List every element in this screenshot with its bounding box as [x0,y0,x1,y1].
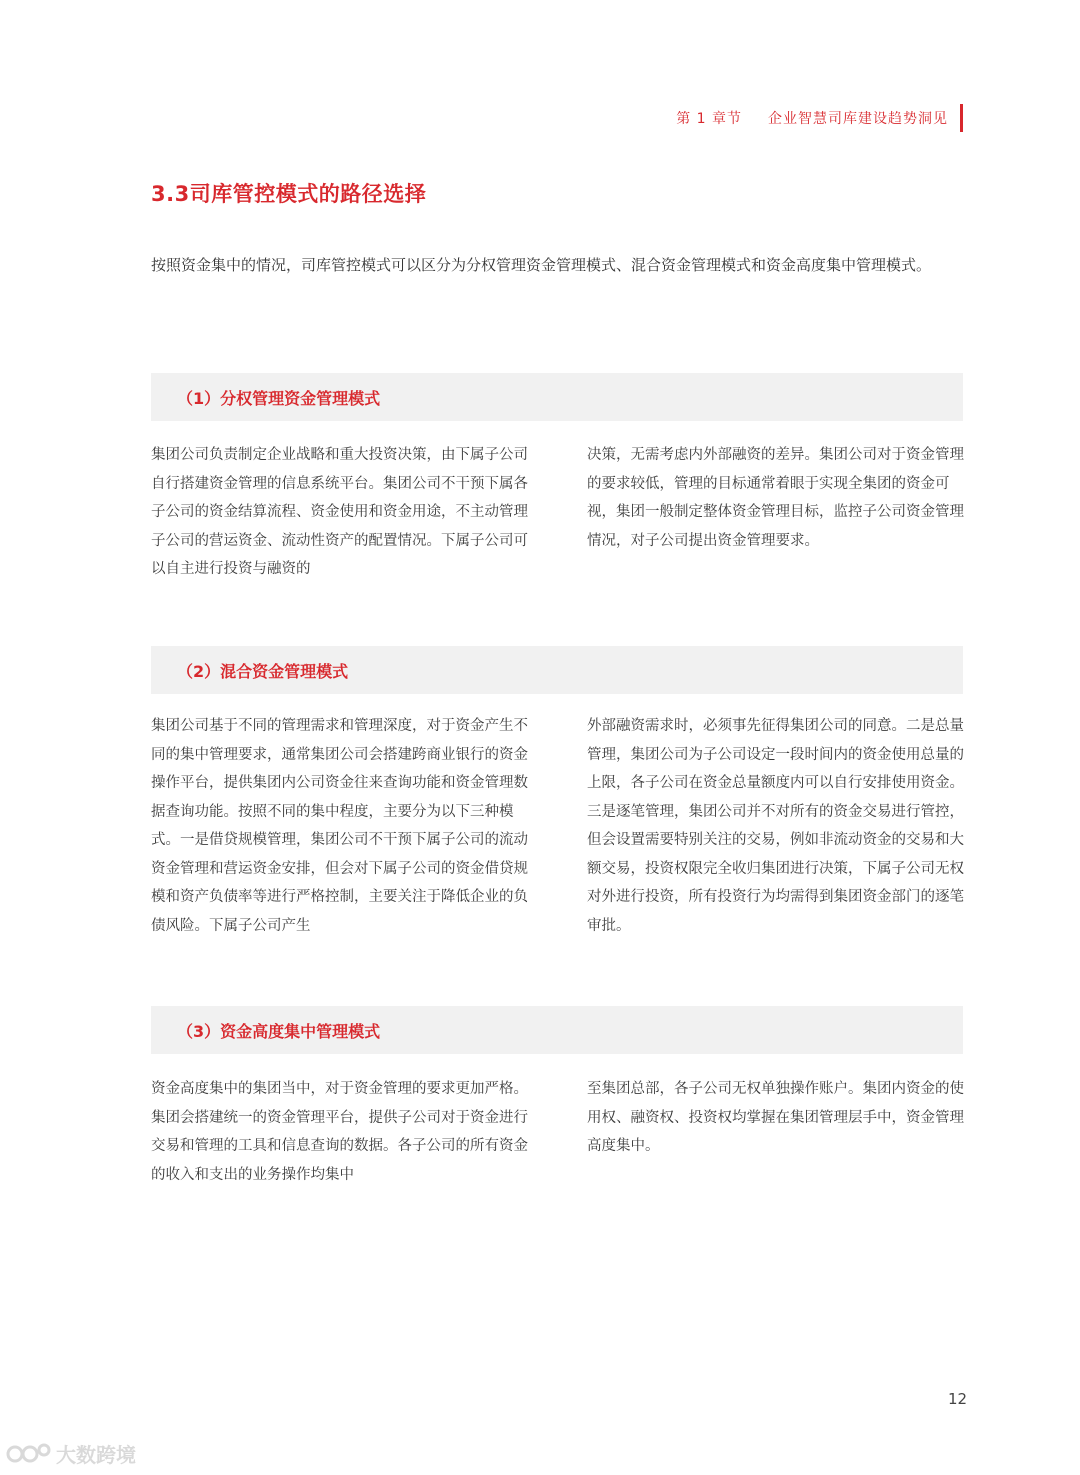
section-title: 3.3司库管控模式的路径选择 [151,182,427,206]
intro-paragraph: 按照资金集中的情况，司库管控模式可以区分为分权管理资金管理模式、混合资金管理模式和资金高度集中管理模式。 [151,256,932,274]
watermark [6,1439,136,1468]
subhead-decentralized [151,373,963,421]
subhead-title: （2）混合资金管理模式 [177,661,349,681]
header-divider [960,104,963,132]
block2-left-column: 集团公司基于不同的管理需求和管理深度，对于资金产生不同的集中管理要求，通常集团公司会搭建跨商业银行的资金操作平台，提供集团内公司资金往来查询功能和资金管理数据查询功能。按照不同的集中程度，主要分为以下三种模式。一是借贷规模管理，集团公司不干预下属子公司的流动资金管理和营运资金安排，但会对下属子公司的资金借贷规模和资产负债率等进行严格控制，主要关注于降低企业的负债风险。下属子公司产生 [151,718,528,934]
block1-left-column: 集团公司负责制定企业战略和重大投资决策，由下属子公司自行搭建资金管理的信息系统平台。集团公司不干预下属各子公司的资金结算流程、资金使用和资金用途，不主动管理子公司的营运资金、流动性资产的配置情况。下属子公司可以自主进行投资与融资的 [151,447,528,577]
running-header [676,104,963,132]
block3-right-column: 至集团总部，各子公司无权单独操作账户。集团内资金的使用权、融资权、投资权均掌握在集团管理层手中，资金管理高度集中。 [587,1081,964,1154]
subhead-title: （3）资金高度集中管理模式 [177,1021,381,1041]
header-title: 企业智慧司库建设趋势洞见 [768,111,948,127]
subhead-title: （1）分权管理资金管理模式 [177,388,381,408]
chapter-label: 第 1 章节 [676,111,742,127]
block3-left-column: 资金高度集中的集团当中，对于资金管理的要求更加严格。集团会搭建统一的资金管理平台，提供子公司对于资金进行交易和管理的工具和信息查询的数据。各子公司的所有资金的收入和支出的业务操作均集中 [151,1081,528,1183]
watermark-text: 大数跨境 [56,1443,136,1467]
block1-right-column: 决策，无需考虑内外部融资的差异。集团公司对于资金管理的要求较低，管理的目标通常着眼于实现全集团的资金可视，集团一般制定整体资金管理目标，监控子公司资金管理情况，对子公司提出资金管理要求。 [587,447,964,549]
dashuju-logo-icon [6,1440,52,1468]
page-number: 12 [948,1390,968,1408]
subhead-hybrid [151,646,963,694]
subhead-centralized [151,1006,963,1054]
block2-right-column: 外部融资需求时，必须事先征得集团公司的同意。二是总量管理，集团公司为子公司设定一段时间内的资金使用总量的上限，各子公司在资金总量额度内可以自行安排使用资金。三是逐笔管理，集团公司并不对所有的资金交易进行管控，但会设置需要特别关注的交易，例如非流动资金的交易和大额交易，投资权限完全收归集团进行决策，下属子公司无权对外进行投资，所有投资行为均需得到集团资金部门的逐笔审批。 [587,718,964,934]
